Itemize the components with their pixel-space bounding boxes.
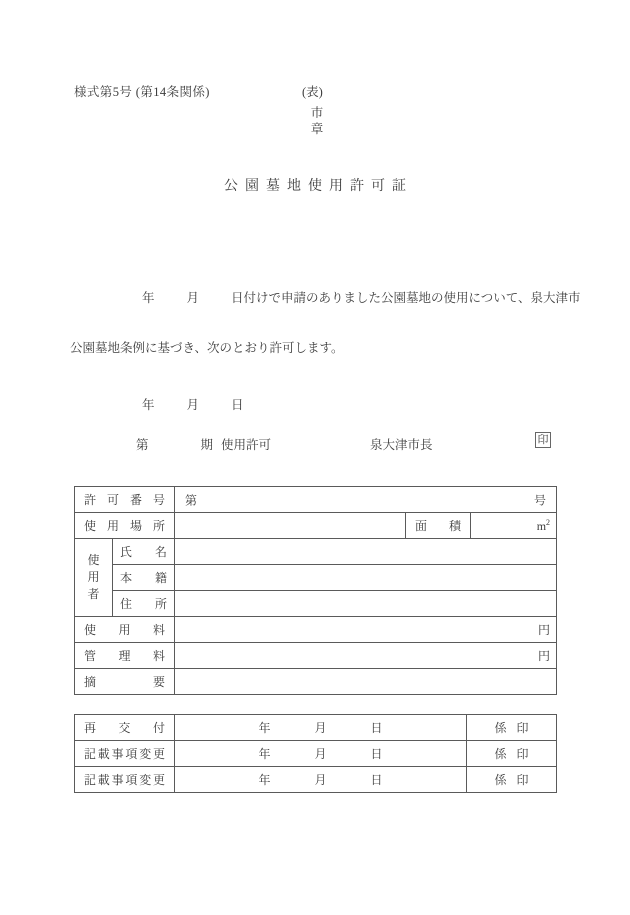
reissue-month-blank: 月: [314, 721, 327, 735]
permit-dai-label: 第: [136, 438, 149, 452]
body-text-1: 日付けで申請のありました公園墓地の使用について、泉大津市: [231, 291, 581, 305]
table-row-user-registry: [75, 565, 557, 591]
value-amendment-2-date[interactable]: [175, 767, 467, 793]
table-row-usage-fee: [75, 617, 557, 643]
area-unit: $m^2$: [536, 517, 551, 533]
issue-day-blank: 日: [231, 398, 244, 412]
stamp-cell-amendment-2[interactable]: 係印: [467, 767, 557, 793]
value-reissue-date[interactable]: [175, 715, 467, 741]
body-paragraph-line-2: 公園墓地条例に基づき、次のとおり許可します。: [70, 341, 344, 355]
city-emblem-char-1: 市: [310, 106, 324, 120]
amendment-2-month-blank: 月: [314, 773, 327, 787]
reissue-day-blank: 日: [370, 721, 383, 735]
label-permit-number: 許可番号: [75, 487, 175, 513]
table-row-reissue: [75, 715, 557, 741]
mayor-title: 泉大津市長: [370, 438, 433, 452]
user-group-char-3: 者: [87, 587, 100, 601]
label-area: 面積: [406, 513, 471, 539]
value-usage-location[interactable]: [175, 513, 406, 539]
value-management-fee[interactable]: 円: [175, 643, 557, 669]
value-user-name[interactable]: [175, 539, 557, 565]
amendment-2-year-blank: 年: [258, 773, 271, 787]
amendment-1-year-blank: 年: [258, 747, 271, 761]
label-user-registry: 本籍: [113, 565, 175, 591]
user-group-char-1: 使: [87, 553, 100, 567]
table-row-user-address: [75, 591, 557, 617]
value-usage-fee[interactable]: 円: [175, 617, 557, 643]
permit-details-table: [74, 486, 557, 695]
amendment-1-month-blank: 月: [314, 747, 327, 761]
table-row-management-fee: [75, 643, 557, 669]
seal-stamp-box: 印: [535, 432, 551, 448]
label-amendment-1: 記載事項変更: [75, 741, 175, 767]
label-reissue: 再交付: [75, 715, 175, 741]
value-amendment-1-date[interactable]: [175, 741, 467, 767]
label-user-address: 住所: [113, 591, 175, 617]
table-row-location: [75, 513, 557, 539]
issue-year-blank: 年: [142, 398, 155, 412]
city-emblem-char-2: 章: [310, 122, 324, 136]
permit-text-label: 使用許可: [221, 438, 272, 452]
table-row-amendment-1: [75, 741, 557, 767]
table-row-amendment-2: [75, 767, 557, 793]
amendment-1-day-blank: 日: [370, 747, 383, 761]
table-row-remarks: [75, 669, 557, 695]
permit-term-line: [136, 435, 271, 453]
label-user-group: [75, 539, 113, 617]
value-user-registry[interactable]: [175, 565, 557, 591]
application-month-blank: 月: [186, 291, 200, 305]
value-permit-number[interactable]: [175, 487, 557, 513]
label-user-name: 氏名: [113, 539, 175, 565]
permit-number-suffix: 号: [534, 493, 547, 507]
reissue-amendment-table: [74, 714, 557, 793]
stamp-cell-amendment-1[interactable]: 係印: [467, 741, 557, 767]
label-remarks: 摘要: [75, 669, 175, 695]
value-remarks[interactable]: [175, 669, 557, 695]
table-row-permit-number: [75, 487, 557, 513]
city-emblem-label: [309, 105, 325, 137]
stamp-cell-reissue[interactable]: 係印: [467, 715, 557, 741]
table-row-user-name: [75, 539, 557, 565]
label-management-fee: 管理料: [75, 643, 175, 669]
body-paragraph-line-1: [142, 288, 581, 306]
application-year-blank: 年: [142, 291, 155, 305]
value-user-address[interactable]: [175, 591, 557, 617]
reissue-year-blank: 年: [258, 721, 271, 735]
amendment-2-day-blank: 日: [370, 773, 383, 787]
user-group-char-2: 用: [87, 570, 100, 584]
permit-ki-label: 期: [200, 438, 214, 452]
issue-date-line: [142, 395, 244, 413]
label-usage-location: 使用場所: [75, 513, 175, 539]
issue-month-blank: 月: [186, 398, 200, 412]
permit-number-prefix: 第: [185, 493, 198, 507]
label-amendment-2: 記載事項変更: [75, 767, 175, 793]
side-label-omote: (表): [302, 85, 323, 99]
value-area[interactable]: [471, 513, 557, 539]
label-usage-fee: 使用料: [75, 617, 175, 643]
document-title: 公園墓地使用許可証: [224, 179, 413, 194]
form-number: 様式第5号 (第14条関係): [74, 85, 210, 99]
